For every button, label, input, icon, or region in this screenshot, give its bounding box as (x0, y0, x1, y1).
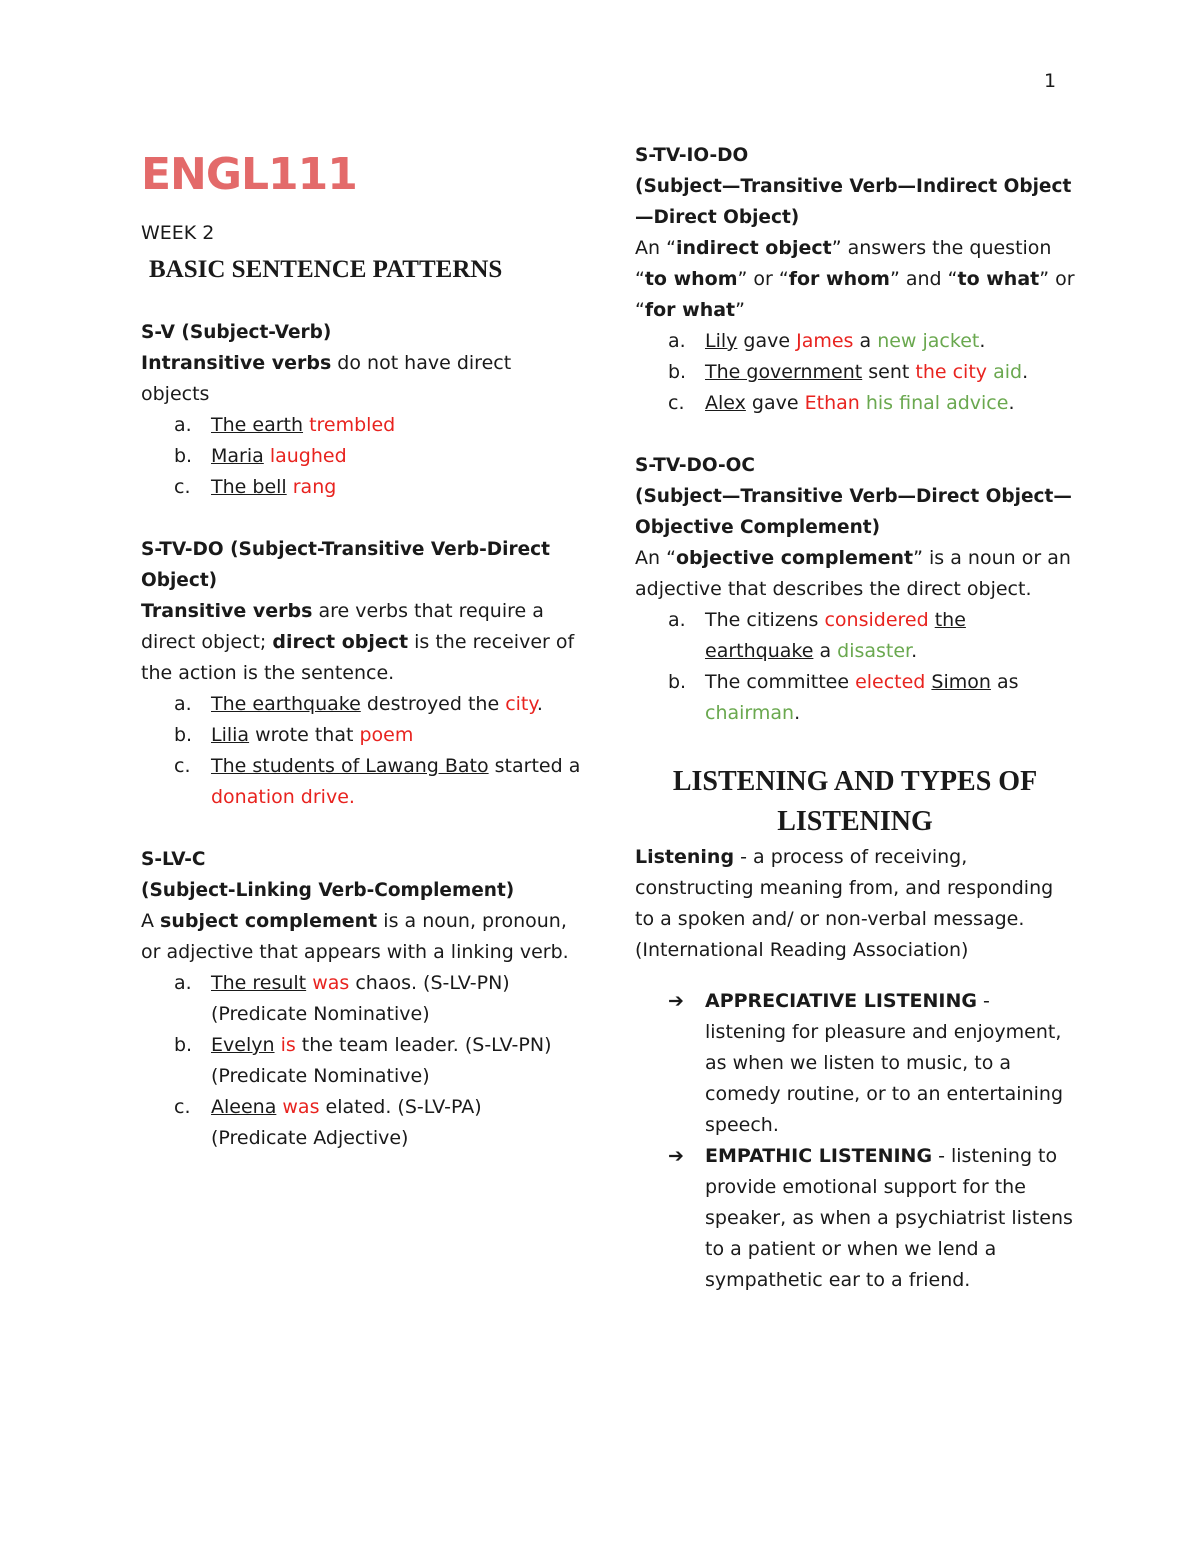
term: to what (957, 268, 1040, 290)
def-text: An “ (635, 547, 676, 569)
subject: The result (211, 972, 307, 994)
indirect-object: the city (915, 361, 988, 383)
connector: a (813, 640, 838, 662)
list-marker: c. (668, 392, 685, 414)
def-text: are verbs that require a direct object; (141, 600, 544, 653)
punct: . (979, 330, 986, 352)
subject: The students of Lawang Bato (211, 755, 489, 777)
verb: gave (745, 392, 805, 414)
page-number: 1 (1044, 70, 1057, 92)
verb-phrase: started a (488, 755, 581, 777)
def-text: ” or “ (737, 268, 789, 290)
list-marker: c. (174, 1096, 191, 1118)
list-marker: a. (668, 330, 686, 352)
direct-object: city (505, 693, 537, 715)
linking-verb: is (280, 1034, 296, 1056)
term: subject complement (160, 910, 378, 932)
list-item (141, 689, 581, 720)
complement: the team leader. (S-LV-PN)(Predicate Nominative) (211, 1034, 552, 1087)
subject: The citizens (705, 609, 825, 631)
stvdo-heading: S-TV-DO (Subject-Transitive Verb-Direct Object) (141, 539, 550, 591)
direct-object: the earthquake (705, 609, 966, 662)
list-item (141, 1092, 581, 1154)
page-title: BASIC SENTENCE PATTERNS (149, 256, 503, 283)
subject: Lilia (211, 724, 250, 746)
subject: The government (705, 361, 863, 383)
verb: sent (862, 361, 916, 383)
linking-verb: was (312, 972, 350, 994)
term: Transitive verbs (141, 600, 313, 622)
sv-term: Intransitive verbs (141, 352, 332, 374)
list-marker: a. (174, 972, 192, 994)
objective-complement: chairman (705, 702, 795, 724)
def-text: ” and “ (889, 268, 958, 290)
course-logo: ENGL111 (141, 149, 357, 200)
def-text: is a noun, pronoun, or adjective that appears with a linking verb. (141, 910, 569, 963)
direct-object: Simon (931, 671, 991, 693)
list-marker: a. (174, 693, 192, 715)
listening-types (635, 986, 1075, 1296)
direct-object: donation drive. (211, 786, 355, 808)
left-column (141, 140, 581, 1154)
list-marker: b. (668, 361, 687, 383)
linking-verb: was (282, 1096, 320, 1118)
arrow-right-icon: ➔ (668, 990, 684, 1012)
stvdooc-heading: S-TV-DO-OC (635, 455, 755, 476)
punct: . (911, 640, 918, 662)
list-marker: b. (174, 1034, 193, 1056)
term: objective complement (675, 547, 914, 569)
slvc-subheading: (Subject-Linking Verb-Complement) (141, 880, 515, 901)
term: to whom (644, 268, 738, 290)
complement: chaos. (S-LV-PN) (Predicate Nominative) (211, 972, 510, 1025)
term: direct object (272, 631, 409, 653)
list-item (635, 326, 1075, 357)
direct-object: poem (359, 724, 414, 746)
stviodo-heading: S-TV-IO-DO (635, 145, 749, 166)
stvdo-definition (141, 596, 581, 689)
def-text: ” (735, 299, 745, 321)
punct: . (536, 693, 543, 715)
def-text: ” or “ (635, 268, 1075, 321)
punct: . (1008, 392, 1015, 414)
list-item (141, 410, 581, 441)
list-item (635, 986, 1075, 1141)
complement: elated. (S-LV-PA) (Predicate Adjective) (211, 1096, 482, 1149)
verb-phrase: wrote that (249, 724, 360, 746)
article: a (853, 330, 878, 352)
subject: Maria (211, 445, 264, 467)
list-item (141, 720, 581, 751)
type-name: EMPATHIC LISTENING (705, 1145, 933, 1167)
subject: The earthquake (211, 693, 361, 715)
def-text: ” answers the question “ (635, 237, 1052, 290)
list-marker: b. (668, 671, 687, 693)
list-marker: b. (174, 724, 193, 746)
def-text: is the receiver of the action is the sentence. (141, 631, 575, 684)
list-marker: b. (174, 445, 193, 467)
list-marker: a. (668, 609, 686, 631)
objective-complement: disaster (837, 640, 912, 662)
slvc-definition (141, 906, 581, 968)
stvdooc-definition (635, 543, 1075, 605)
verb: elected (855, 671, 926, 693)
term: Listening (635, 846, 735, 868)
subject: Alex (705, 392, 746, 414)
verb: gave (737, 330, 797, 352)
list-marker: c. (174, 476, 191, 498)
verb: rang (292, 476, 337, 498)
list-marker: a. (174, 414, 192, 436)
list-marker: c. (174, 755, 191, 777)
subject: The committee (705, 671, 856, 693)
list-item (141, 751, 581, 813)
def-text: An “ (635, 237, 676, 259)
term: indirect object (675, 237, 832, 259)
sv-definition (141, 348, 581, 410)
list-item (635, 388, 1075, 419)
listening-title (635, 762, 1075, 842)
term: for what (644, 299, 736, 321)
list-item (635, 1141, 1075, 1296)
def-text: - a process of receiving, constructing meaning from, and responding to a spoken and/ or non-verbal message. (International Reading Association) (635, 846, 1054, 961)
stviodo-definition (635, 233, 1075, 326)
subject: The earth (211, 414, 304, 436)
sv-def-text: do not have direct objects (141, 352, 512, 405)
listening-title-line: LISTENING (777, 806, 933, 837)
sv-examples (141, 410, 581, 503)
listening-title-line: LISTENING AND TYPES OF (672, 766, 1038, 797)
verb: trembled (309, 414, 396, 436)
def-text: A (141, 910, 161, 932)
list-item (141, 968, 581, 1030)
subject: The bell (211, 476, 287, 498)
right-column (635, 140, 1075, 1296)
slvc-examples (141, 968, 581, 1154)
direct-object: new jacket (877, 330, 980, 352)
stviodo-subheading: (Subject—Transitive Verb—Indirect Object—Direct Object) (635, 176, 1072, 228)
punct: . (794, 702, 801, 724)
list-item (635, 667, 1075, 729)
verb: laughed (269, 445, 347, 467)
listening-definition (635, 842, 1075, 966)
stvdo-examples (141, 689, 581, 813)
sv-heading: S-V (Subject-Verb) (141, 322, 332, 343)
slvc-heading: S-LV-C (141, 849, 206, 870)
verb-phrase: destroyed the (360, 693, 506, 715)
list-item (141, 472, 581, 503)
direct-object: aid (993, 361, 1023, 383)
week-label: WEEK 2 (141, 222, 215, 244)
direct-object: his final advice (865, 392, 1009, 414)
type-desc: - listening for pleasure and enjoyment, as when we listen to music, to a comedy routine, or to an entertaining speech. (705, 990, 1064, 1136)
list-item (635, 605, 1075, 667)
verb: considered (824, 609, 929, 631)
connector: as (990, 671, 1019, 693)
subject: Evelyn (211, 1034, 275, 1056)
stvdooc-examples (635, 605, 1075, 729)
term: for whom (788, 268, 890, 290)
type-desc: - listening to provide emotional support for the speaker, as when a psychiatrist listens to a patient or when we lend a sympathetic ear to a friend. (705, 1145, 1073, 1291)
list-item (141, 441, 581, 472)
stvdooc-subheading: (Subject—Transitive Verb—Direct Object—Objective Complement) (635, 486, 1072, 538)
list-item (635, 357, 1075, 388)
type-name: APPRECIATIVE LISTENING (705, 990, 978, 1012)
stviodo-examples (635, 326, 1075, 419)
subject: Aleena (211, 1096, 277, 1118)
list-item (141, 1030, 581, 1092)
punct: . (1022, 361, 1029, 383)
def-text: ” is a noun or an adjective that describes the direct object. (635, 547, 1071, 600)
arrow-right-icon: ➔ (668, 1145, 684, 1167)
subject: Lily (705, 330, 738, 352)
indirect-object: James (796, 330, 854, 352)
indirect-object: Ethan (804, 392, 860, 414)
